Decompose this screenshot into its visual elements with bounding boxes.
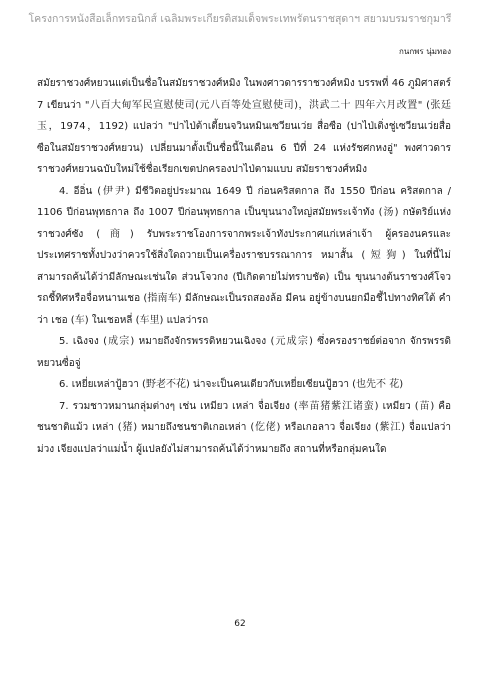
line: (汤) กษัตริย์แห่งราชวงศ์ซัง (商) รับพระราชโองการจากพระเจ้าทังประกาศแก่เหล่าเจ้า xyxy=(37,207,451,240)
line: สมัยราชวงศ์หมิง xyxy=(295,164,367,175)
body-text xyxy=(37,73,451,460)
line: สถานที่หรือกลุ่มคนใด xyxy=(293,443,387,455)
line: จื่อเจียง (紫江) จื่อแปลว่าม่วง เจียงแปลว่าแม่น้ำ ผู้แปลยังไม่สามารถค้นได้ว่าหมายถึง xyxy=(37,422,452,455)
note-7 xyxy=(37,396,451,461)
line: คริสตกาล / 1106 ปีก่อนพุทธกาล ถึง 1007 ปีก่อนพุทธกาล เป็นขุนนางใหญ่สมัยพระเจ้าทัง xyxy=(37,185,451,218)
page-header: โครงการหนังสือเล็กทรอนิกส์ เฉลิมพระเกียรติสมเด็จพระเทพรัตนราชสุดาฯ สยามบรมราชกุมารี xyxy=(28,13,452,25)
line: 7. รวมชาวหมานกลุ่มต่างๆ เช่น เหมียว เหล่า จื่อเจียง (率苗猪紫江诸蛮) xyxy=(59,400,379,412)
line: เหมียว (苗) คือชนชาติแม้ว เหล่า (猪) หมายถึงชนชาติเกอเหล่า (仡佬) หรือเกอลาว xyxy=(37,400,451,433)
line: 4. อีอิ่น (伊尹) มีชีวิตอยู่ประมาณ 1649 ปี ก่อนคริสตกาล ถึง 1550 ปีก่อน xyxy=(59,185,396,197)
line: ผู้ครองนครและประเทศราชทั้งปวงว่าควรใช้สิ่งใดถวายเป็นเครื่องราชบรรณาการ หมาสั้น xyxy=(37,228,451,261)
note-6 xyxy=(37,374,451,396)
line: สมัยราชวงศ์หยวนแต่เป็นชื่อในสมัยราชวงศ์หมิง ในพงศาวดารราชวงศ์หมิง บรรพที่ 46 xyxy=(37,78,405,89)
line: 6. เหยี่ยเหล่าปู้ฮวา (野老不花) น่าจะเป็นคนเดียวกับเหยี่ยเซียนปู้ฮวา (也先不 xyxy=(59,379,387,390)
line: จักรพรรดิหยวนซื่อจู่ xyxy=(37,336,451,369)
line: สื่อซือ (ปาไป่เติ่งชู่เซวียนเว่ยสื่อซือในสมัยราชวงศ์หยวน) เปลี่ยนมาตั้งเป็นชื่อนี้ในเดือน 6 ปีที่ xyxy=(37,121,451,154)
line: (短狗) ในที่นี้ไม่สามารถค้นได้ว่ามีลักษณะเช่นใด ส่วนโจวกง (ปีเกิดตายไม่ทราบชัด) เป็น xyxy=(37,250,452,283)
line: 花) xyxy=(389,379,404,390)
line: 24 แห่งรัชศกหงอู่" พงศาวดารราชวงศ์หยวนฉบับใหม่ใช้ชื่อเรียกเขตปกครองปาไป่ตามแบบ xyxy=(37,142,451,175)
paragraph-1 xyxy=(37,73,451,181)
line: 5. เฉิงจง (成宗) หมายถึงจักรพรรดิหยวนเฉิงจง (元成宗) ซึ่งครองราชย์ต่อจาก xyxy=(59,336,406,347)
page-number: 62 xyxy=(234,619,246,629)
line: ภูมิศาสตร์ 7 เขียนว่า "八百大甸军民宣慰使司(元八百等处宣慰使司)，洪武二十 xyxy=(37,78,451,111)
line: อยู่ข้างบนยกมือชี้ไปทางทิศใต้ คำว่า เชอ (车) ในเชอหลี่ (车里) แปลว่ารถ xyxy=(37,293,451,326)
note-4 xyxy=(37,181,451,332)
author-name: กนกพร นุ่มทอง xyxy=(399,47,451,56)
line: ขุนนางต้นราชวงศ์โจว รถชี้ทิศหรือจื่อหนานเชอ (指南车) มีลักษณะเป็นรถสองล้อ มีคน xyxy=(37,271,452,304)
note-5 xyxy=(37,331,451,374)
line: 四年六月改置" (张廷玉，1974，1192) แปลว่า "ปาไป่ต้าเตี้ยนจวินหมินเซวียนเว่ย xyxy=(37,99,451,132)
